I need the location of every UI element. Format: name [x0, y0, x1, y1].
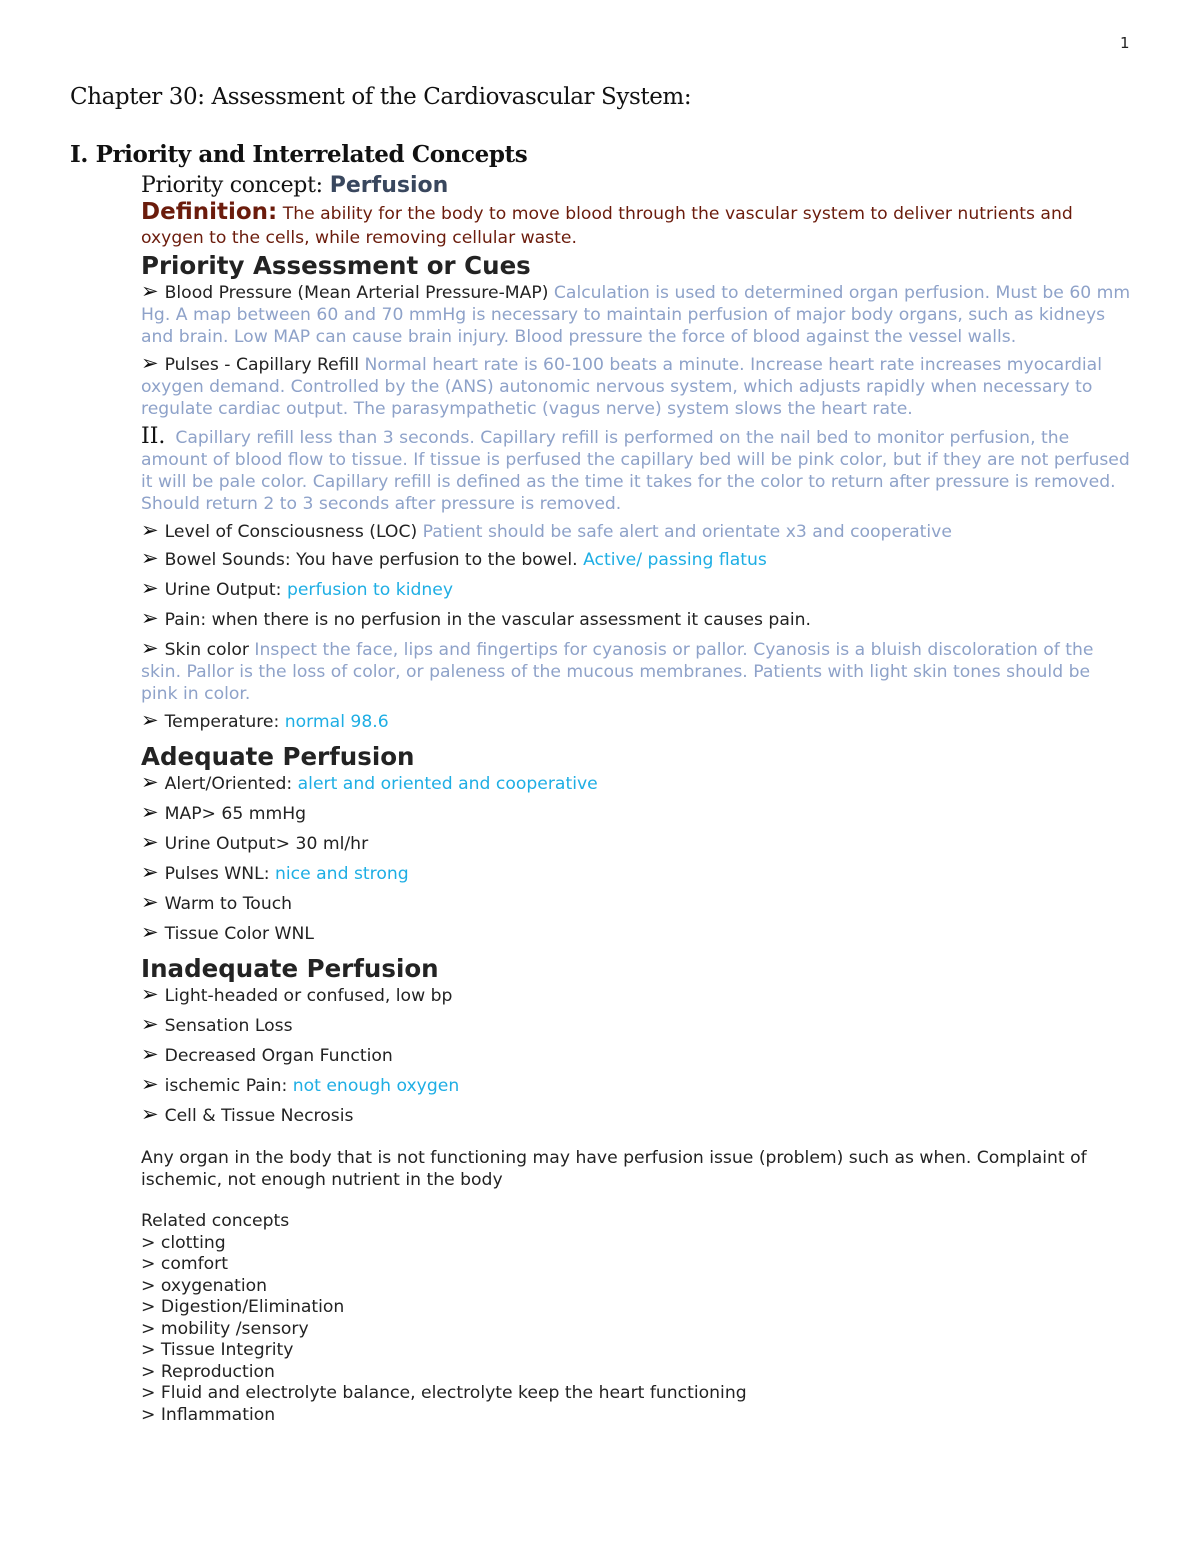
- cue-item: [141, 1042, 1131, 1067]
- arrow-bullet-icon: ➢: [141, 576, 159, 600]
- cue-item: [141, 920, 1131, 945]
- organ-paragraph: Any organ in the body that is not functioning may have perfusion issue (problem) such as when. Complaint of ischemic, not enough nutrient in the body: [141, 1148, 1087, 1190]
- cue-item: [141, 426, 1131, 515]
- cue-note: Inspect the face, lips and fingertips for cyanosis or pallor. Cyanosis is a bluish discoloration of the skin. Pallor is the loss of color, or paleness of the mucous membranes. Patients with light skin tones should be pink in color.: [141, 640, 1094, 704]
- related-concept-item: > clotting: [141, 1232, 226, 1253]
- related-concept-item: > mobility /sensory: [141, 1318, 309, 1339]
- cue-item: [141, 606, 1131, 631]
- cue-highlight: perfusion to kidney: [286, 580, 454, 600]
- cue-note: Normal heart rate is 60-100 beats a minute. Increase heart rate increases myocardial oxygen demand. Controlled by the (ANS) autonomic nervous system, which adjusts rapidly when necessary to regulate cardiac output. The parasympathetic (vagus nerve) system slows the heart rate.: [141, 355, 1102, 419]
- cue-item: [141, 860, 1131, 885]
- cue-highlight: nice and strong: [274, 864, 409, 884]
- related-concept-item: > Tissue Integrity: [141, 1340, 294, 1360]
- section-title: I. Priority and Interrelated Concepts: [70, 141, 528, 168]
- cue-item: [141, 351, 1131, 420]
- related-concept-item: > Digestion/Elimination: [141, 1297, 345, 1317]
- cue-term: Cell & Tissue Necrosis: [164, 1106, 354, 1126]
- arrow-bullet-icon: ➢: [141, 860, 159, 884]
- roman-numeral: II.: [141, 424, 166, 449]
- related-concept-item: > comfort: [141, 1254, 228, 1274]
- cue-term: Light-headed or confused, low bp: [164, 986, 453, 1006]
- cue-item: [141, 770, 1131, 795]
- cue-term: Warm to Touch: [164, 894, 293, 914]
- cue-term: Urine Output:: [164, 580, 282, 600]
- cue-term: MAP> 65 mmHg: [164, 804, 307, 824]
- definition-text: The ability for the body to move blood through the vascular system to deliver nutrients and oxygen to the cells, while removing cellular waste.: [141, 204, 1073, 248]
- cue-term: Bowel Sounds: You have perfusion to the bowel.: [164, 550, 578, 570]
- cue-item: [141, 546, 1131, 571]
- cue-term: ischemic Pain:: [164, 1076, 288, 1096]
- cue-highlight: normal 98.6: [284, 712, 389, 732]
- priority-concept-value: Perfusion: [329, 173, 449, 198]
- arrow-bullet-icon: ➢: [141, 920, 159, 944]
- cue-item: [141, 279, 1131, 348]
- cue-term: Pulses - Capillary Refill: [164, 355, 360, 375]
- cue-item: [141, 636, 1131, 705]
- cue-item: [141, 1012, 1131, 1037]
- adequate-perfusion-list: [141, 770, 1131, 945]
- definition-label: Definition:: [141, 199, 278, 225]
- arrow-bullet-icon: ➢: [141, 1102, 159, 1126]
- priority-assessment-heading: Priority Assessment or Cues: [141, 251, 531, 280]
- cue-term: Tissue Color WNL: [164, 924, 314, 944]
- related-concept-item: > Reproduction: [141, 1361, 275, 1382]
- cue-item: [141, 576, 1131, 601]
- cue-item: [141, 982, 1131, 1007]
- arrow-bullet-icon: ➢: [141, 770, 159, 794]
- cue-term: Alert/Oriented:: [164, 774, 293, 794]
- cue-term: Sensation Loss: [164, 1016, 293, 1036]
- cue-term: Temperature:: [164, 712, 280, 732]
- related-concepts: [141, 1211, 1131, 1426]
- arrow-bullet-icon: ➢: [141, 518, 159, 542]
- cue-highlight: alert and oriented and cooperative: [297, 774, 598, 794]
- cue-term: Blood Pressure (Mean Arterial Pressure-MAP): [164, 283, 549, 303]
- arrow-bullet-icon: ➢: [141, 800, 159, 824]
- cue-item: [141, 890, 1131, 915]
- arrow-bullet-icon: ➢: [141, 1012, 159, 1036]
- cue-item: [141, 800, 1131, 825]
- arrow-bullet-icon: ➢: [141, 830, 159, 854]
- inadequate-perfusion-heading: Inadequate Perfusion: [141, 954, 439, 983]
- priority-assessment-list: [141, 279, 1131, 733]
- chapter-title: Chapter 30: Assessment of the Cardiovascular System:: [70, 84, 692, 110]
- cue-highlight: Active/ passing flatus: [583, 550, 767, 570]
- priority-concept-label: Priority concept:: [141, 173, 323, 198]
- cue-term: Skin color: [164, 640, 249, 660]
- document-body: [141, 172, 1131, 1426]
- arrow-bullet-icon: ➢: [141, 1042, 159, 1066]
- arrow-bullet-icon: ➢: [141, 606, 159, 630]
- arrow-bullet-icon: ➢: [141, 982, 159, 1006]
- cue-item: [141, 708, 1131, 733]
- adequate-perfusion-heading: Adequate Perfusion: [141, 742, 415, 771]
- cue-item: [141, 1102, 1131, 1127]
- arrow-bullet-icon: ➢: [141, 546, 159, 570]
- definition: [141, 200, 1131, 250]
- arrow-bullet-icon: ➢: [141, 708, 159, 732]
- cue-note: Calculation is used to determined organ perfusion. Must be 60 mm Hg. A map between 60 and 70 mmHg is necessary to maintain perfusion of major body organs, such as kidneys and brain. Low MAP can cause brain injury. Blood pressure the force of blood against the vessel walls.: [141, 283, 1131, 347]
- arrow-bullet-icon: ➢: [141, 1072, 159, 1096]
- arrow-bullet-icon: ➢: [141, 279, 159, 303]
- related-concept-item: > oxygenation: [141, 1275, 268, 1296]
- arrow-bullet-icon: ➢: [141, 351, 159, 375]
- cue-term: Level of Consciousness (LOC): [164, 522, 418, 542]
- cue-item: [141, 518, 1131, 543]
- cue-highlight: not enough oxygen: [292, 1076, 460, 1096]
- cue-term: Pain: when there is no perfusion in the vascular assessment it causes pain.: [164, 610, 811, 630]
- cue-item: [141, 830, 1131, 855]
- cue-note: Patient should be safe alert and orientate x3 and cooperative: [422, 522, 952, 542]
- arrow-bullet-icon: ➢: [141, 636, 159, 660]
- cue-term: Decreased Organ Function: [164, 1046, 393, 1066]
- arrow-bullet-icon: ➢: [141, 890, 159, 914]
- cue-note: Capillary refill less than 3 seconds. Capillary refill is performed on the nail bed to monitor perfusion, the amount of blood flow to tissue. If tissue is perfused the capillary bed will be pink color, but if they are not perfused it will be pale color. Capillary refill is defined as the time it takes for the color to return after pressure is removed. Should return 2 to 3 seconds after pressure is removed.: [141, 428, 1130, 514]
- related-concepts-heading: Related concepts: [141, 1211, 290, 1231]
- cue-term: Urine Output> 30 ml/hr: [164, 834, 369, 854]
- related-concept-item: > Fluid and electrolyte balance, electrolyte keep the heart functioning: [141, 1383, 747, 1403]
- cue-term: Pulses WNL:: [164, 864, 270, 884]
- page-number: 1: [1120, 34, 1130, 52]
- priority-concept: [141, 172, 1131, 200]
- cue-item: [141, 1072, 1131, 1097]
- inadequate-perfusion-list: [141, 982, 1131, 1127]
- related-concepts-list: [141, 1233, 1131, 1427]
- related-concept-item: > Inflammation: [141, 1404, 276, 1425]
